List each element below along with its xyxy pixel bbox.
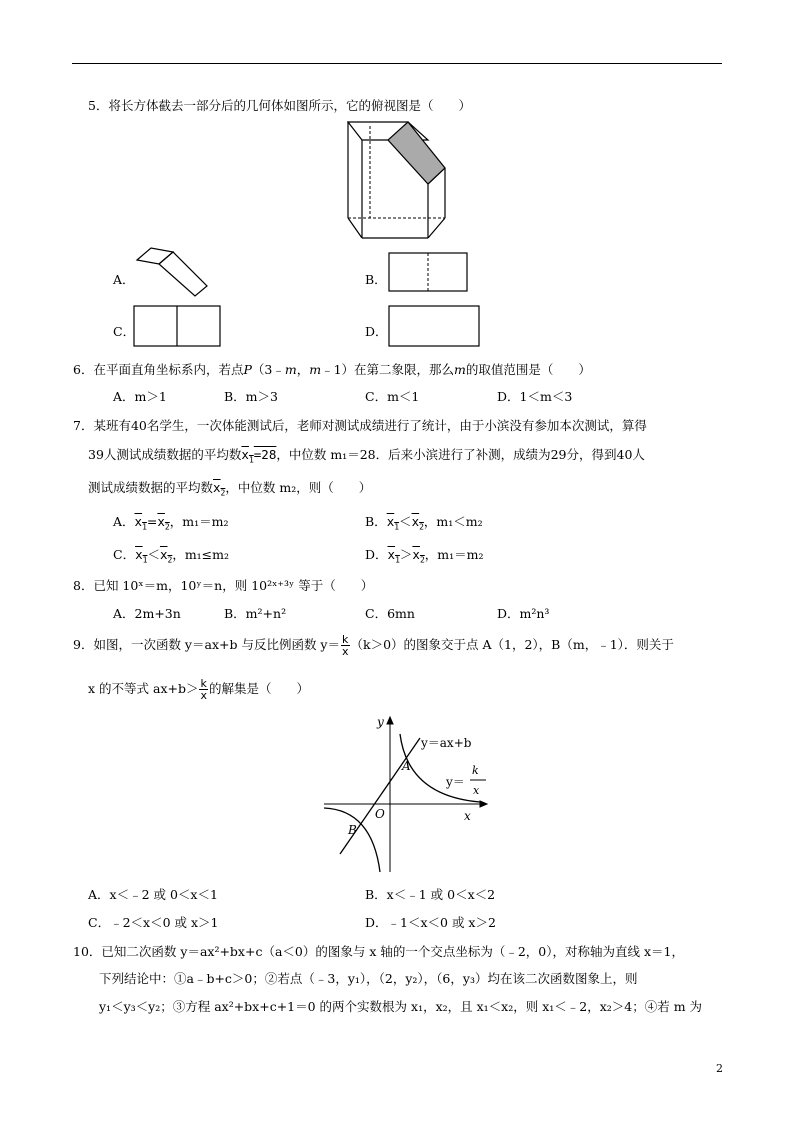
point-a-label: A xyxy=(402,759,411,773)
hyperbola-label-num: k xyxy=(472,764,479,777)
fraction-k-over-x: $\frac{k}{x}$ xyxy=(200,677,207,702)
q5-option-b-figure[interactable] xyxy=(388,252,470,294)
q9-option-b[interactable]: B．x＜﹣1 或 0＜x＜2 xyxy=(365,887,496,902)
y-axis-arrow xyxy=(387,717,393,724)
q7-option-b[interactable]: B．$\overline{x}_1<\overline{x}_2$，m₁＜m₂ xyxy=(365,514,483,532)
x-axis-arrow xyxy=(480,801,487,807)
hyperbola-label-den: x xyxy=(473,784,480,797)
q8-option-d[interactable]: D．m²n³ xyxy=(497,606,550,621)
header-rule xyxy=(72,63,722,64)
fraction-k-over-x: $\frac{k}{x}$ xyxy=(341,633,349,658)
q5-option-d-label[interactable]: D． xyxy=(365,324,388,339)
q7-option-c[interactable]: C．$\overline{x}_1<\overline{x}_2$，m₁≤m₂ xyxy=(113,547,230,565)
y-axis-label: y xyxy=(377,715,384,729)
hyperbola-branch-2 xyxy=(324,808,380,872)
q6-option-c[interactable]: C．m＜1 xyxy=(365,389,420,404)
q7-line1: 7．某班有40名学生，一次体能测试后，老师对测试成绩进行了统计，由于小滨没有参加本次测试，算得 xyxy=(73,418,647,433)
q9-option-a[interactable]: A．x＜﹣2 或 0＜x＜1 xyxy=(88,887,218,902)
q9-line2: x 的不等式 ax+b＞ $\frac{k}{x}$ 的解集是（ ） xyxy=(88,677,310,702)
q7-option-a[interactable]: A．$\overline{x}_1=\overline{x}_2$，m₁＝m₂ xyxy=(113,514,229,532)
q6-stem: 6．在平面直角坐标系内，若点P（3﹣m，m﹣1）在第二象限，那么m的取值范围是（ ） xyxy=(73,362,591,377)
point-b-label: B xyxy=(348,823,357,837)
hyperbola-label-prefix: y＝ xyxy=(446,775,465,789)
page-number: 2 xyxy=(716,1062,723,1075)
q6-option-a[interactable]: A．m＞1 xyxy=(113,389,167,404)
q5-option-c-figure[interactable] xyxy=(133,305,223,349)
q5-option-a-label[interactable]: A． xyxy=(113,272,135,287)
q7-line3: 测试成绩数据的平均数$\overline{x}_2$，中位数 m₂，则（ ） xyxy=(88,480,372,498)
q10-line2: 下列结论中：①a﹣b+c＞0；②若点（﹣3，y₁），（2，y₂），（6，y₃）均在该二次函数图象上，则 xyxy=(99,971,638,986)
line-equation-label: y＝ax+b xyxy=(421,736,472,750)
q9-graph xyxy=(320,714,500,876)
q5-solid-figure xyxy=(340,118,455,243)
origin-label: O xyxy=(375,807,385,821)
q10-line1: 10．已知二次函数 y＝ax²+bx+c（a＜0）的图象与 x 轴的一个交点坐标为（﹣2，0），对称轴为直线 x＝1， xyxy=(73,944,684,959)
q9-option-d[interactable]: D．﹣1＜x＜0 或 x＞2 xyxy=(365,915,496,930)
q7-option-d[interactable]: D．$\overline{x}_1>\overline{x}_2$，m₁＝m₂ xyxy=(365,547,484,565)
q9-line1: 9．如图，一次函数 y＝ax+b 与反比例函数 y＝ $\frac{k}{x}$ （k＞0）的图象交于点 A（1，2），B（m，﹣1）．则关于 xyxy=(73,633,674,658)
q8-option-c[interactable]: C．6mn xyxy=(365,606,415,621)
q5-option-a-figure[interactable] xyxy=(133,244,213,300)
q6-option-b[interactable]: B．m＞3 xyxy=(224,389,278,404)
q8-option-b[interactable]: B．m²+n² xyxy=(224,606,287,621)
q5-stem: 5．将长方体截去一部分后的几何体如图所示，它的俯视图是（ ） xyxy=(88,98,471,113)
q6-option-d[interactable]: D．1＜m＜3 xyxy=(497,389,573,404)
q5-option-c-label[interactable]: C． xyxy=(113,324,136,339)
q8-stem: 8．已知 10ˣ＝m，10ʸ＝n，则 10²ˣ⁺³ʸ 等于（ ） xyxy=(73,578,374,593)
q8-option-a[interactable]: A．2m+3n xyxy=(113,606,181,621)
q10-line3: y₁＜y₃＜y₂；③方程 ax²+bx+c+1＝0 的两个实数根为 x₁，x₂，且 x₁＜x₂，则 x₁＜﹣2，x₂＞4；④若 m 为 xyxy=(99,999,703,1014)
q7-line2: 39人测试成绩数据的平均数$\overline{x}_1=28$，中位数 m₁＝28．后来小滨进行了补测，成绩为29分，得到40人 xyxy=(88,447,645,465)
q5-option-d-figure[interactable] xyxy=(388,305,482,349)
q5-option-b-label[interactable]: B． xyxy=(365,272,387,287)
q9-option-c[interactable]: C．﹣2＜x＜0 或 x＞1 xyxy=(88,915,219,930)
x-axis-label: x xyxy=(464,809,471,823)
